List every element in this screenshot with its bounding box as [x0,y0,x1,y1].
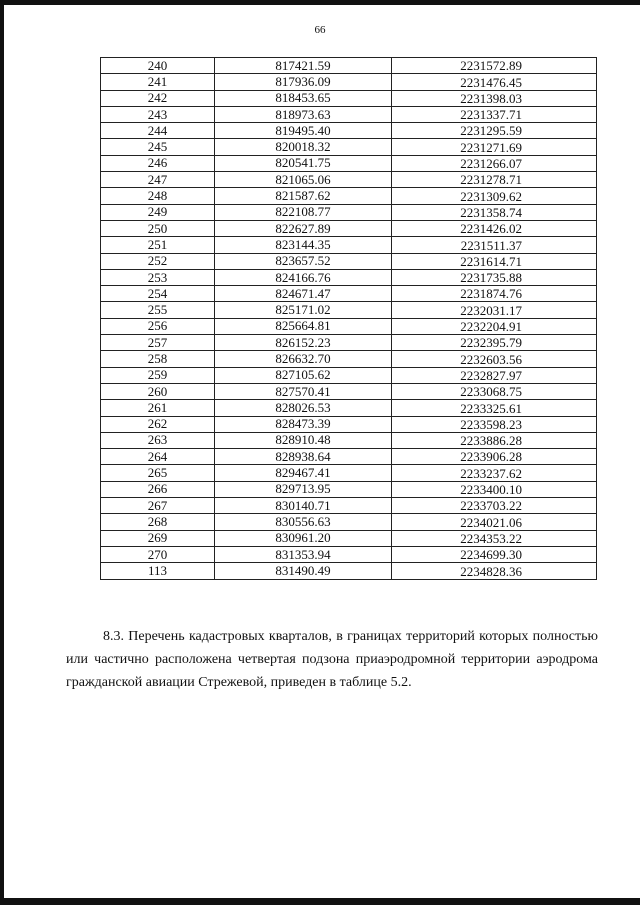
x-coordinate-cell: 830556.63 [215,514,392,530]
point-number-cell: 260 [101,383,215,399]
coordinates-table [100,57,597,580]
x-coordinate-cell: 822108.77 [215,204,392,220]
x-coordinate-cell: 824671.47 [215,286,392,302]
x-coordinate-cell: 817421.59 [215,58,392,74]
table-row [101,514,597,530]
point-number-cell: 113 [101,563,215,579]
point-number-cell: 246 [101,155,215,171]
table-row [101,335,597,351]
point-number-cell: 244 [101,123,215,139]
point-number-cell: 248 [101,188,215,204]
point-number-cell: 265 [101,465,215,481]
scan-top-edge [0,0,640,5]
table-row [101,269,597,285]
point-number-cell: 269 [101,530,215,546]
section-8-3-paragraph: 8.3. Перечень кадастровых кварталов, в границах территорий которых полностью или частично расположена четвертая подзона приаэродромной территории аэродрома гражданской авиации Стрежевой, приведен в таблице 5.2. [66,629,598,690]
y-coordinate-cell: 2231266.07 [392,155,597,171]
point-number-cell: 253 [101,269,215,285]
y-coordinate-cell: 2231337.71 [392,106,597,122]
point-number-cell: 258 [101,351,215,367]
y-coordinate-cell: 2233325.61 [392,400,597,416]
table-row [101,449,597,465]
y-coordinate-cell: 2231511.37 [392,237,597,253]
x-coordinate-cell: 829467.41 [215,465,392,481]
y-coordinate-cell: 2231476.45 [392,74,597,90]
scan-bottom-edge [0,898,640,905]
point-number-cell: 247 [101,172,215,188]
table-row [101,188,597,204]
table-row [101,546,597,562]
point-number-cell: 263 [101,432,215,448]
point-number-cell: 255 [101,302,215,318]
y-coordinate-cell: 2233237.62 [392,465,597,481]
point-number-cell: 266 [101,481,215,497]
table-row [101,253,597,269]
y-coordinate-cell: 2233598.23 [392,416,597,432]
table-row [101,74,597,90]
point-number-cell: 249 [101,204,215,220]
y-coordinate-cell: 2233068.75 [392,383,597,399]
x-coordinate-cell: 830140.71 [215,498,392,514]
point-number-cell: 252 [101,253,215,269]
y-coordinate-cell: 2231358.74 [392,204,597,220]
y-coordinate-cell: 2231295.59 [392,123,597,139]
table-row [101,530,597,546]
table-row [101,139,597,155]
point-number-cell: 262 [101,416,215,432]
table-row [101,367,597,383]
table-row [101,286,597,302]
y-coordinate-cell: 2232827.97 [392,367,597,383]
y-coordinate-cell: 2233886.28 [392,432,597,448]
table-row [101,106,597,122]
x-coordinate-cell: 827570.41 [215,383,392,399]
x-coordinate-cell: 821587.62 [215,188,392,204]
point-number-cell: 267 [101,498,215,514]
x-coordinate-cell: 826632.70 [215,351,392,367]
table-row [101,465,597,481]
point-number-cell: 245 [101,139,215,155]
point-number-cell: 264 [101,449,215,465]
x-coordinate-cell: 824166.76 [215,269,392,285]
point-number-cell: 243 [101,106,215,122]
table-row [101,220,597,236]
y-coordinate-cell: 2231874.76 [392,286,597,302]
coordinates-table-body [101,58,597,580]
x-coordinate-cell: 825171.02 [215,302,392,318]
x-coordinate-cell: 822627.89 [215,220,392,236]
y-coordinate-cell: 2232031.17 [392,302,597,318]
x-coordinate-cell: 828473.39 [215,416,392,432]
table-row [101,204,597,220]
point-number-cell: 268 [101,514,215,530]
x-coordinate-cell: 823657.52 [215,253,392,269]
table-row [101,351,597,367]
x-coordinate-cell: 830961.20 [215,530,392,546]
table-row [101,123,597,139]
y-coordinate-cell: 2231614.71 [392,253,597,269]
table-row [101,481,597,497]
y-coordinate-cell: 2231398.03 [392,90,597,106]
point-number-cell: 240 [101,58,215,74]
point-number-cell: 259 [101,367,215,383]
y-coordinate-cell: 2232204.91 [392,318,597,334]
table-row [101,416,597,432]
y-coordinate-cell: 2231309.62 [392,188,597,204]
table-row [101,302,597,318]
y-coordinate-cell: 2231278.71 [392,172,597,188]
y-coordinate-cell: 2234699.30 [392,546,597,562]
page-number: 66 [314,24,326,36]
point-number-cell: 256 [101,318,215,334]
table-row [101,563,597,579]
table-row [101,432,597,448]
x-coordinate-cell: 828910.48 [215,432,392,448]
y-coordinate-cell: 2231426.02 [392,220,597,236]
y-coordinate-cell: 2232395.79 [392,335,597,351]
x-coordinate-cell: 825664.81 [215,318,392,334]
y-coordinate-cell: 2231735.88 [392,269,597,285]
x-coordinate-cell: 827105.62 [215,367,392,383]
y-coordinate-cell: 2233906.28 [392,449,597,465]
point-number-cell: 242 [101,90,215,106]
point-number-cell: 241 [101,74,215,90]
x-coordinate-cell: 828026.53 [215,400,392,416]
y-coordinate-cell: 2234828.36 [392,563,597,579]
y-coordinate-cell: 2233400.10 [392,481,597,497]
x-coordinate-cell: 818453.65 [215,90,392,106]
y-coordinate-cell: 2234353.22 [392,530,597,546]
x-coordinate-cell: 820541.75 [215,155,392,171]
x-coordinate-cell: 818973.63 [215,106,392,122]
y-coordinate-cell: 2234021.06 [392,514,597,530]
table-row [101,155,597,171]
y-coordinate-cell: 2233703.22 [392,498,597,514]
x-coordinate-cell: 828938.64 [215,449,392,465]
table-row [101,498,597,514]
y-coordinate-cell: 2232603.56 [392,351,597,367]
x-coordinate-cell: 821065.06 [215,172,392,188]
x-coordinate-cell: 829713.95 [215,481,392,497]
x-coordinate-cell: 831353.94 [215,546,392,562]
table-row [101,237,597,253]
scan-left-edge [0,0,4,905]
y-coordinate-cell: 2231572.89 [392,58,597,74]
table-row [101,172,597,188]
point-number-cell: 261 [101,400,215,416]
x-coordinate-cell: 817936.09 [215,74,392,90]
x-coordinate-cell: 823144.35 [215,237,392,253]
point-number-cell: 254 [101,286,215,302]
point-number-cell: 257 [101,335,215,351]
point-number-cell: 250 [101,220,215,236]
table-row [101,90,597,106]
x-coordinate-cell: 826152.23 [215,335,392,351]
table-row [101,400,597,416]
x-coordinate-cell: 831490.49 [215,563,392,579]
x-coordinate-cell: 819495.40 [215,123,392,139]
table-row [101,383,597,399]
table-row [101,58,597,74]
point-number-cell: 251 [101,237,215,253]
y-coordinate-cell: 2231271.69 [392,139,597,155]
point-number-cell: 270 [101,546,215,562]
x-coordinate-cell: 820018.32 [215,139,392,155]
table-row [101,318,597,334]
